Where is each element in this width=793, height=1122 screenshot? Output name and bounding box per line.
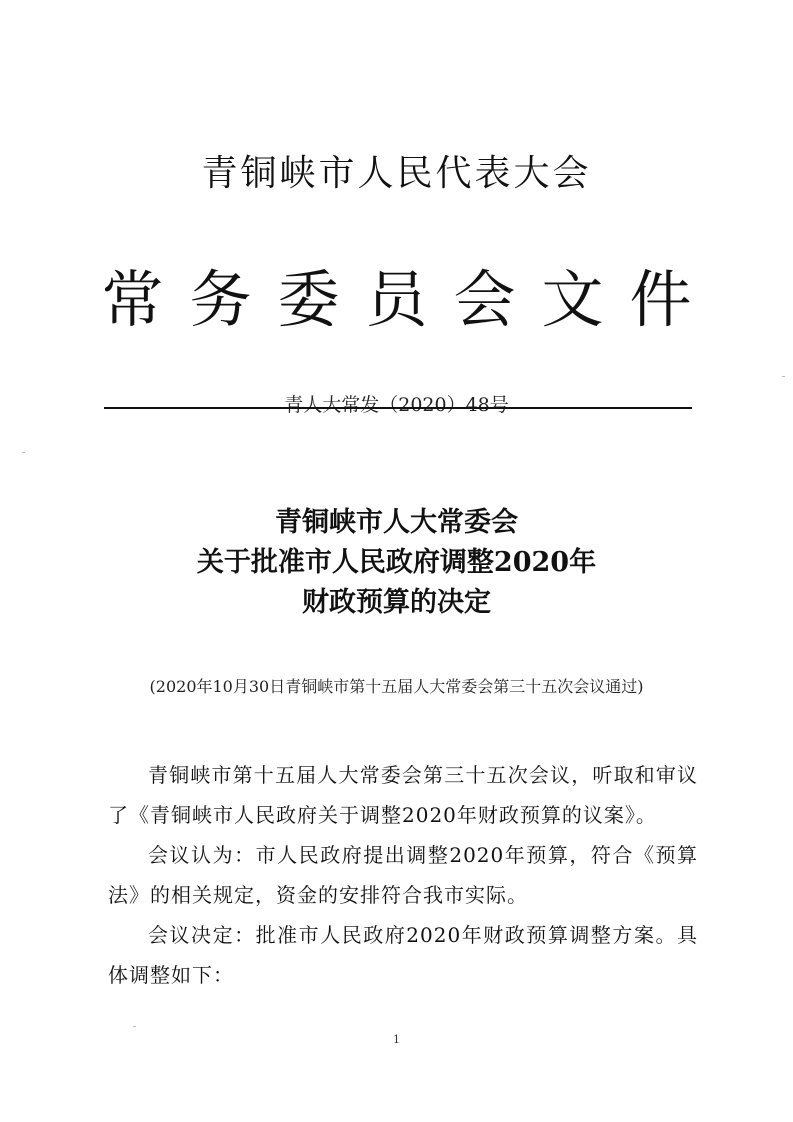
document-title	[0, 503, 793, 623]
document-type-heading: 常务委员会文件	[101, 263, 718, 336]
header-divider	[104, 407, 692, 409]
body-paragraph-1: 青铜峡市第十五届人大常委会第三十五次会议，听取和审议了《青铜峡市人民政府关于调整2020年财政预算的议案》。	[108, 763, 698, 827]
page-number: 1	[393, 1033, 400, 1046]
scan-speck	[133, 1026, 136, 1027]
adoption-note: (2020年10月30日青铜峡市第十五届人大常委会第三十五次会议通过)	[149, 677, 644, 696]
body-paragraph-3: 会议决定：批准市人民政府2020年财政预算调整方案。具体调整如下：	[108, 923, 698, 987]
issuing-organization: 青铜峡市人民代表大会	[201, 153, 592, 194]
scan-speck	[22, 452, 25, 453]
document-body	[108, 755, 698, 995]
scan-speck	[782, 376, 785, 377]
document-number: 青人大常发（2020）48号	[284, 394, 509, 416]
title-line-2: 关于批准市人民政府调整2020年	[196, 547, 597, 578]
title-line-3: 财政预算的决定	[302, 587, 491, 618]
title-line-1: 青铜峡市人大常委会	[275, 507, 518, 538]
body-paragraph-2: 会议认为：市人民政府提出调整2020年预算，符合《预算法》的相关规定，资金的安排符合我市实际。	[108, 843, 698, 907]
